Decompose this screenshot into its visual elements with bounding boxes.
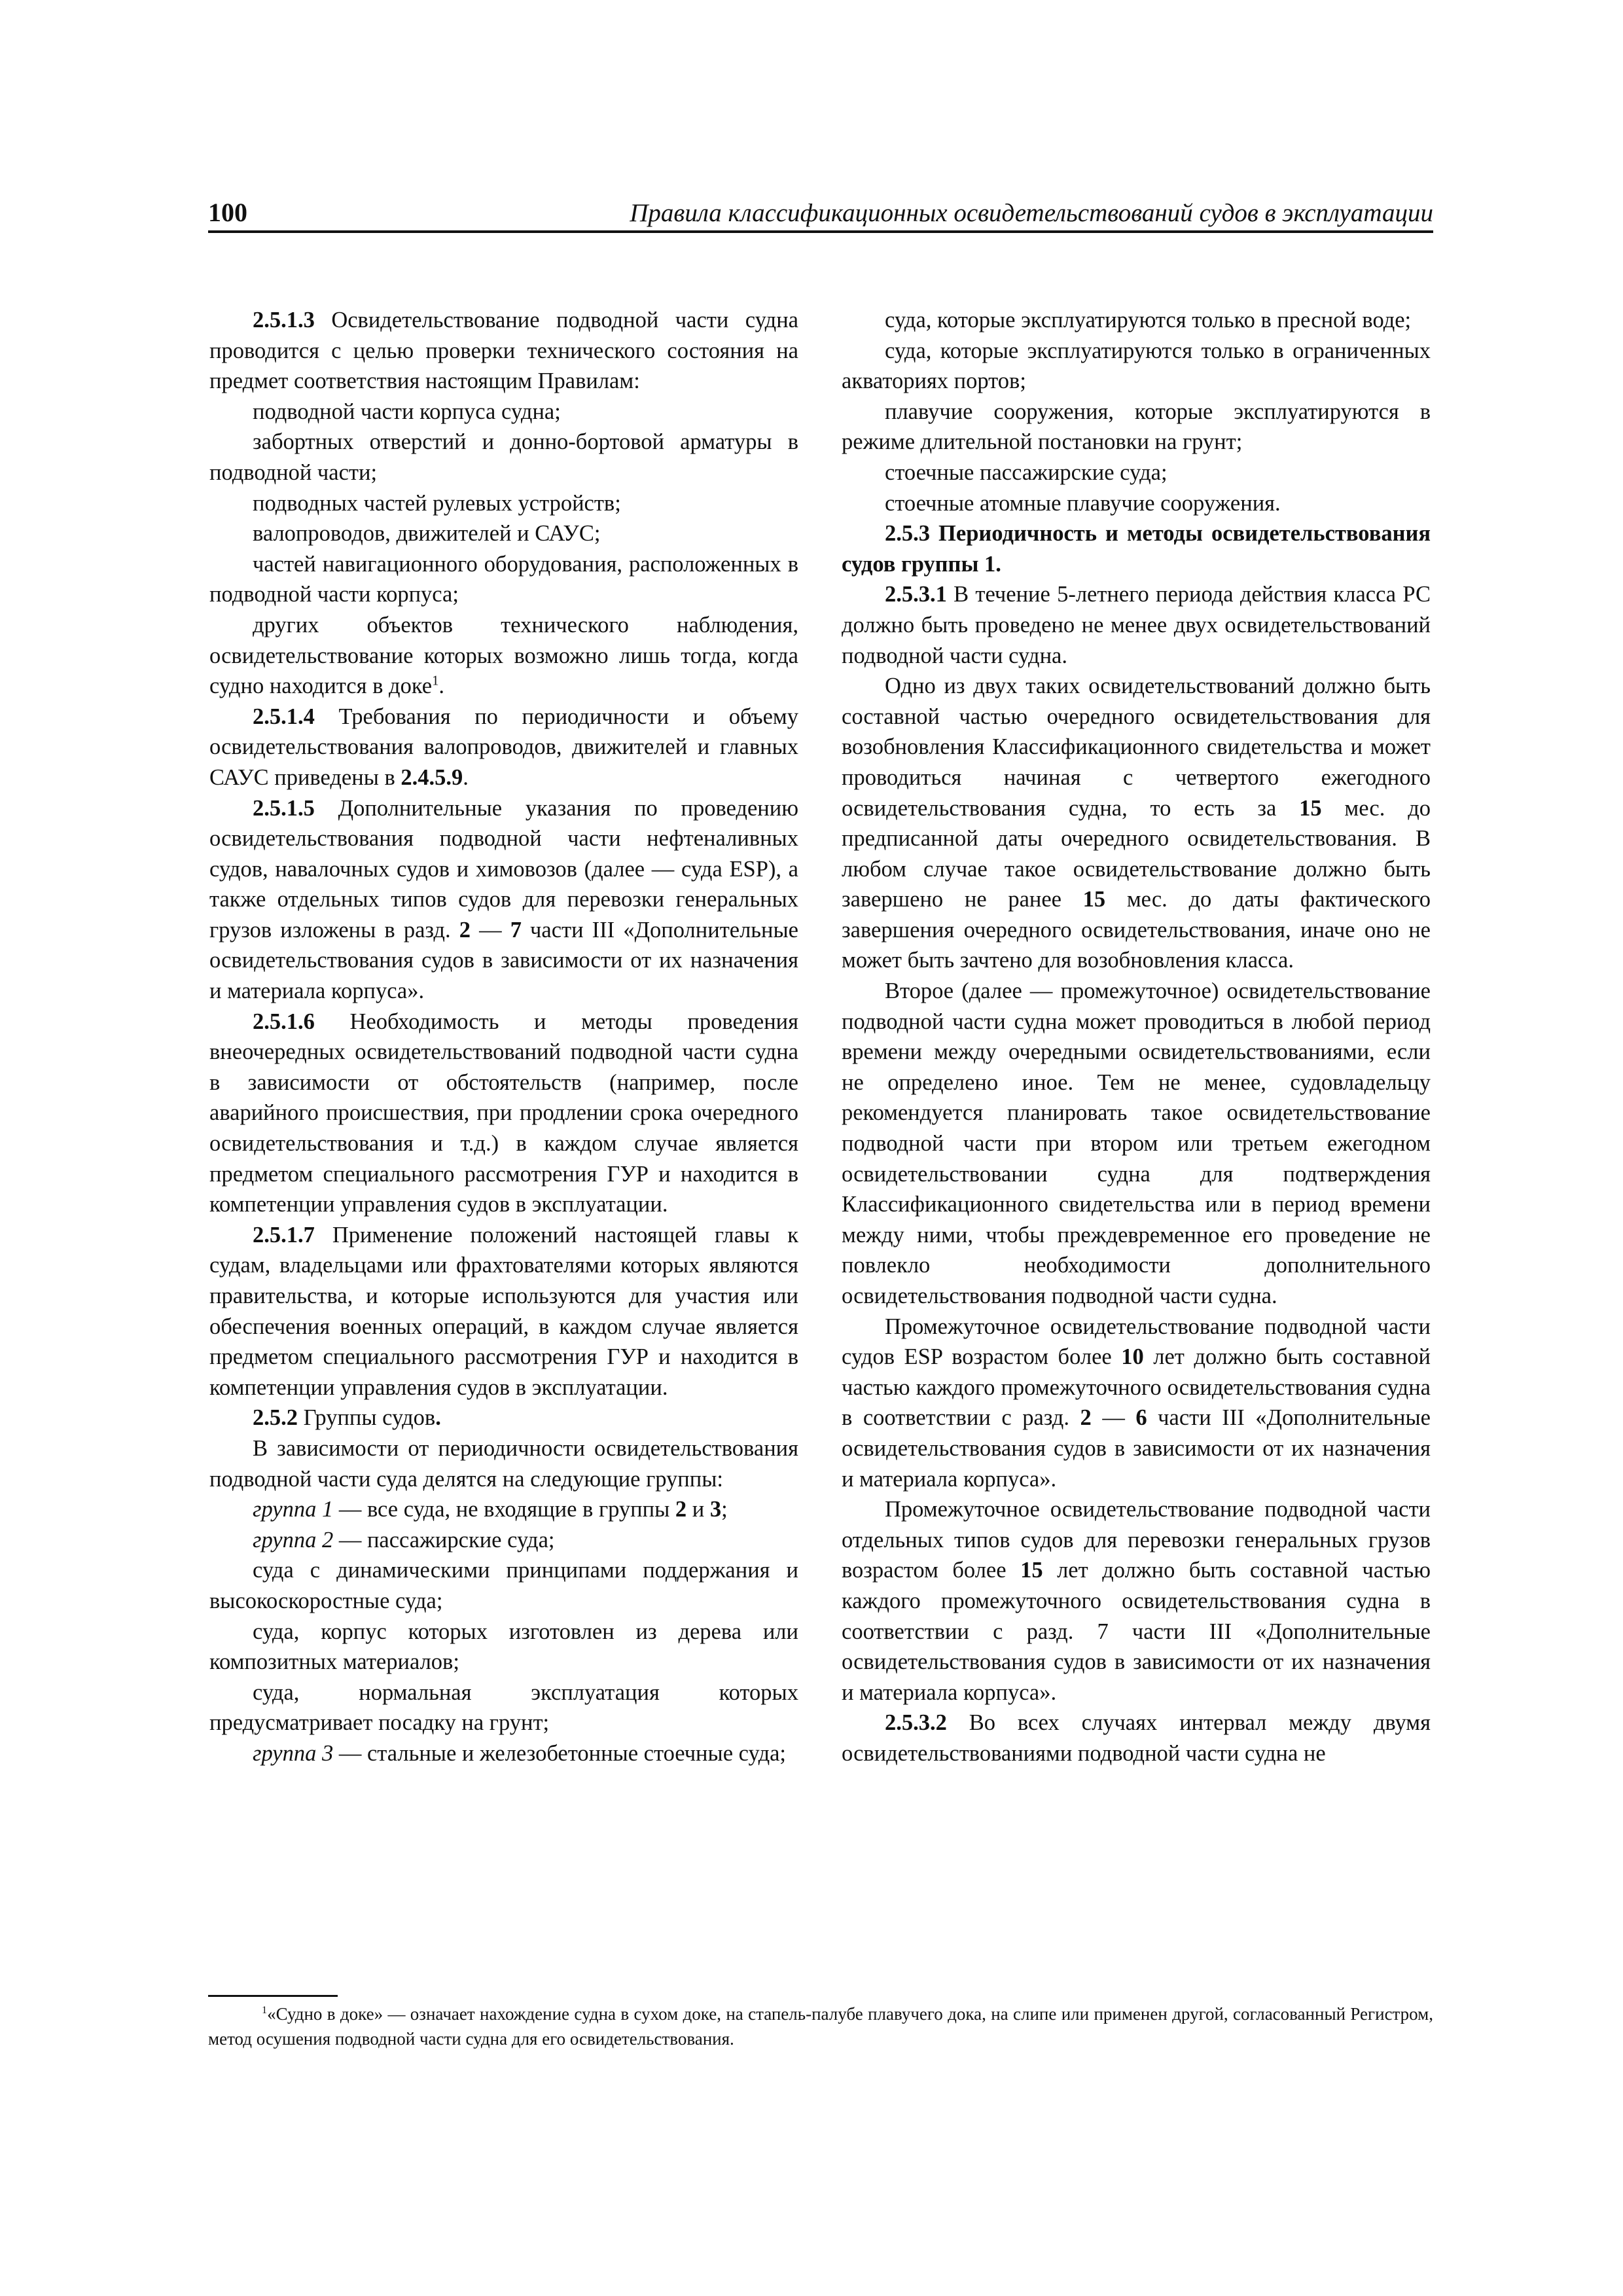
dash: — xyxy=(470,917,510,942)
paragraph-text: Промежуточное освидетельствование подводной части судов ESP возрастом более xyxy=(842,1314,1431,1370)
running-title: Правила классификационных освидетельствований судов в эксплуатации xyxy=(630,199,1433,227)
list-item xyxy=(209,427,798,488)
footnote-reference: 1 xyxy=(432,673,439,689)
list-item-text: плавучие сооружения, которые эксплуатируются в режиме длительной постановки на грунт; xyxy=(842,399,1431,455)
list-item-text: других объектов технического наблюдения, освидетельствование которых возможно лишь тогда, когда судно находится в доке xyxy=(209,612,798,699)
group-3-item xyxy=(209,1738,798,1769)
paragraph xyxy=(842,1312,1431,1495)
emphasized-number: 10 xyxy=(1121,1344,1144,1370)
group-label: группа 1 xyxy=(253,1497,334,1522)
clause-number: 2.5.1.3 xyxy=(253,308,315,332)
punctuation: . xyxy=(435,1405,441,1431)
list-item xyxy=(209,610,798,702)
punctuation: . xyxy=(463,764,469,790)
clause-number: 2.5.3.1 xyxy=(885,582,947,607)
paragraph xyxy=(842,1494,1431,1708)
left-column xyxy=(209,305,798,1769)
list-item-text: суда с динамическими принципами поддержания и высокоскоростные суда; xyxy=(209,1558,798,1613)
paragraph-text: Освидетельствование подводной части судна проводится с целью проверки технического состояния на предмет соответствия настоящим Правилам: xyxy=(209,308,798,394)
emphasized-number: 15 xyxy=(1299,795,1322,821)
list-item xyxy=(209,397,798,427)
list-item-text: — пассажирские суда; xyxy=(333,1527,555,1552)
list-item xyxy=(209,488,798,519)
list-item xyxy=(209,549,798,610)
section-reference: 2 xyxy=(459,917,471,942)
list-item-text: стоечные атомные плавучие сооружения. xyxy=(885,490,1281,516)
paragraph xyxy=(842,976,1431,1312)
paragraph-text: Второе (далее — промежуточное) освидетельствование подводной части судна может проводиться в любой период времени между очередными освидетельствованиями, если не определено иное. Тем не менее, судовладельцу рекомендуется планировать такое освидетельствование подводной части при втором или третьем ежегодном освидетельствовании судна для подтверждения Классификационного свидетельства или в период времени между ними, чтобы преждевременное его проведение не повлекло необходимости дополнительного освидетельствования подводной части судна. xyxy=(842,978,1431,1308)
emphasized-number: 15 xyxy=(1082,887,1106,912)
list-item xyxy=(842,488,1431,519)
paragraph-text: Необходимость и методы проведения внеочередных освидетельствований подводной части судна в зависимости от обстоятельств (например, после аварийного происшествия, при продлении срока очередного освидетельствования и т.д.) в каждом случае является предметом специального рассмотрения ГУР и находится в компетенции управления судов в эксплуатации. xyxy=(209,1009,798,1217)
clause-number: 2.5.2 xyxy=(253,1405,298,1431)
group-reference: 2 xyxy=(675,1497,687,1522)
list-item-text: подводной части корпуса судна; xyxy=(253,399,561,424)
section-heading-2-5-3 xyxy=(842,518,1431,579)
paragraph-2-5-1-7 xyxy=(209,1220,798,1403)
list-item-text: валопроводов, движителей и САУС; xyxy=(253,521,601,547)
group-reference: 3 xyxy=(709,1497,722,1522)
paragraph-text: мес. до предписанной даты очередного освидетельствования. В любом случае такое освидетельствование должно быть завершено не ранее xyxy=(842,795,1431,912)
paragraph-2-5-1-3 xyxy=(209,305,798,397)
section-title: Группы судов xyxy=(298,1405,436,1431)
clause-number: 2.5.1.4 xyxy=(253,704,315,729)
list-item-text: — стальные и железобетонные стоечные суда; xyxy=(333,1740,787,1766)
list-item-text: стоечные пассажирские суда; xyxy=(885,459,1168,485)
cross-reference: 2.4.5.9 xyxy=(401,764,463,790)
list-item xyxy=(209,1677,798,1738)
paragraph-text: Промежуточное освидетельствование подводной части отдельных типов судов для перевозки генеральных грузов возрастом более xyxy=(842,1497,1431,1583)
footnote xyxy=(208,2001,1433,2051)
paragraph-2-5-3-2 xyxy=(842,1708,1431,1768)
conjunction: и xyxy=(687,1497,710,1522)
paragraph-2-5-1-5 xyxy=(209,793,798,1007)
page-number: 100 xyxy=(208,198,247,227)
clause-number: 2.5.3.2 xyxy=(885,1710,947,1736)
list-item-text: частей навигационного оборудования, расположенных в подводной части корпуса; xyxy=(209,551,798,607)
clause-number: 2.5.3 xyxy=(885,521,930,547)
paragraph-2-5-3-1 xyxy=(842,579,1431,671)
list-item-text: забортных отверстий и донно-бортовой арматуры в подводной части; xyxy=(209,429,798,485)
dash: — xyxy=(1091,1405,1136,1431)
paragraph-text: Одно из двух таких освидетельствований должно быть составной частью очередного освидетельствования для возобновления Классификационного свидетельства и может проводиться начиная с четвертого ежегодного освидетельствования судна, то есть за xyxy=(842,673,1431,821)
clause-number: 2.5.1.7 xyxy=(253,1222,315,1247)
page-header xyxy=(208,196,1433,233)
paragraph-text: Во всех случаях интервал между двумя освидетельствованиями подводной части судна не xyxy=(842,1710,1431,1766)
paragraph-2-5-1-6 xyxy=(209,1007,798,1220)
paragraph xyxy=(842,671,1431,976)
paragraph-text: В течение 5-летнего периода действия класса РС должно быть проведено не менее двух освидетельствований подводной части судна. xyxy=(842,582,1431,668)
list-item xyxy=(842,457,1431,488)
paragraph-text: лет должно быть составной частью каждого промежуточного освидетельствования судна в соответствии с разд. 7 части III «Дополнительные освидетельствования судов в зависимости от их назначения и материала корпуса». xyxy=(842,1558,1431,1705)
footnote-mark: 1 xyxy=(262,2004,268,2016)
clause-number: 2.5.1.5 xyxy=(253,795,315,821)
list-item xyxy=(842,305,1431,336)
footnote-divider xyxy=(208,1995,338,1997)
punctuation: . xyxy=(438,673,445,699)
paragraph-text: Требования по периодичности и объему освидетельствования валопроводов, движителей и главных САУС приведены в xyxy=(209,704,798,790)
group-label: группа 2 xyxy=(253,1527,334,1552)
list-item-text: суда, нормальная эксплуатация которых предусматривает посадку на грунт; xyxy=(209,1679,798,1736)
section-title: Периодичность и методы освидетельствования судов группы xyxy=(842,521,1431,577)
paragraph-text: мес. до даты фактического завершения очередного освидетельствования, иначе оно не может быть зачтено для возобновления класса. xyxy=(842,887,1431,973)
paragraph-text: Применение положений настоящей главы к судам, владельцами или фрахтователями которых являются правительства, и которые используются для участия или обеспечения военных операций, в каждом случае является предметом специального рассмотрения ГУР и находится в компетенции управления судов в эксплуатации. xyxy=(209,1222,798,1400)
footnote-text: «Судно в доке» — означает нахождение судна в сухом доке, на стапель-палубе плавучего дока, на слипе или применен другой, согласованный Регистром, метод осушения подводной части судна для его освидетельствования. xyxy=(208,2004,1433,2049)
list-item-text: суда, которые эксплуатируются только в ограниченных акваториях портов; xyxy=(842,338,1431,394)
section-reference: 7 xyxy=(510,917,522,942)
section-reference: 2 xyxy=(1080,1405,1092,1431)
paragraph-text: части III «Дополнительные освидетельствования судов в зависимости от их назначения и материала корпуса». xyxy=(842,1405,1431,1492)
list-item xyxy=(209,1555,798,1616)
paragraph-text: лет должно быть составной частью каждого промежуточного освидетельствования судна в соответствии с разд. xyxy=(842,1344,1431,1431)
list-item xyxy=(209,1617,798,1677)
paragraph-text: части III «Дополнительные освидетельствования судов в зависимости от их назначения и материала корпуса». xyxy=(209,917,798,1004)
list-item-text: суда, корпус которых изготовлен из дерева или композитных материалов; xyxy=(209,1619,798,1675)
section-reference: 6 xyxy=(1135,1405,1147,1431)
group-2-item xyxy=(209,1525,798,1556)
list-item-text: суда, которые эксплуатируются только в пресной воде; xyxy=(885,308,1412,332)
right-column xyxy=(842,305,1431,1769)
list-item xyxy=(842,397,1431,457)
list-item-text: подводных частей рулевых устройств; xyxy=(253,490,621,516)
paragraph-2-5-1-4 xyxy=(209,702,798,793)
paragraph xyxy=(209,1433,798,1494)
paragraph-text: Дополнительные указания по проведению освидетельствования подводной части нефтеналивных судов, навалочных судов и химовозов (далее — суда ESP), а также отдельных типов судов для перевозки генеральных грузов изложены в разд. xyxy=(209,795,798,942)
punctuation: ; xyxy=(721,1497,728,1522)
paragraph-text: В зависимости от периодичности освидетельствования подводной части суда делятся на следующие группы: xyxy=(209,1435,798,1492)
clause-number: 2.5.1.6 xyxy=(253,1009,315,1034)
list-item xyxy=(209,518,798,549)
list-item-text: — все суда, не входящие в группы xyxy=(333,1497,675,1522)
group-label: группа 3 xyxy=(253,1740,334,1766)
group-reference: 1. xyxy=(984,551,1001,577)
section-heading-2-5-2 xyxy=(209,1403,798,1433)
group-1-item xyxy=(209,1494,798,1525)
emphasized-number: 15 xyxy=(1020,1558,1043,1583)
list-item xyxy=(842,336,1431,397)
